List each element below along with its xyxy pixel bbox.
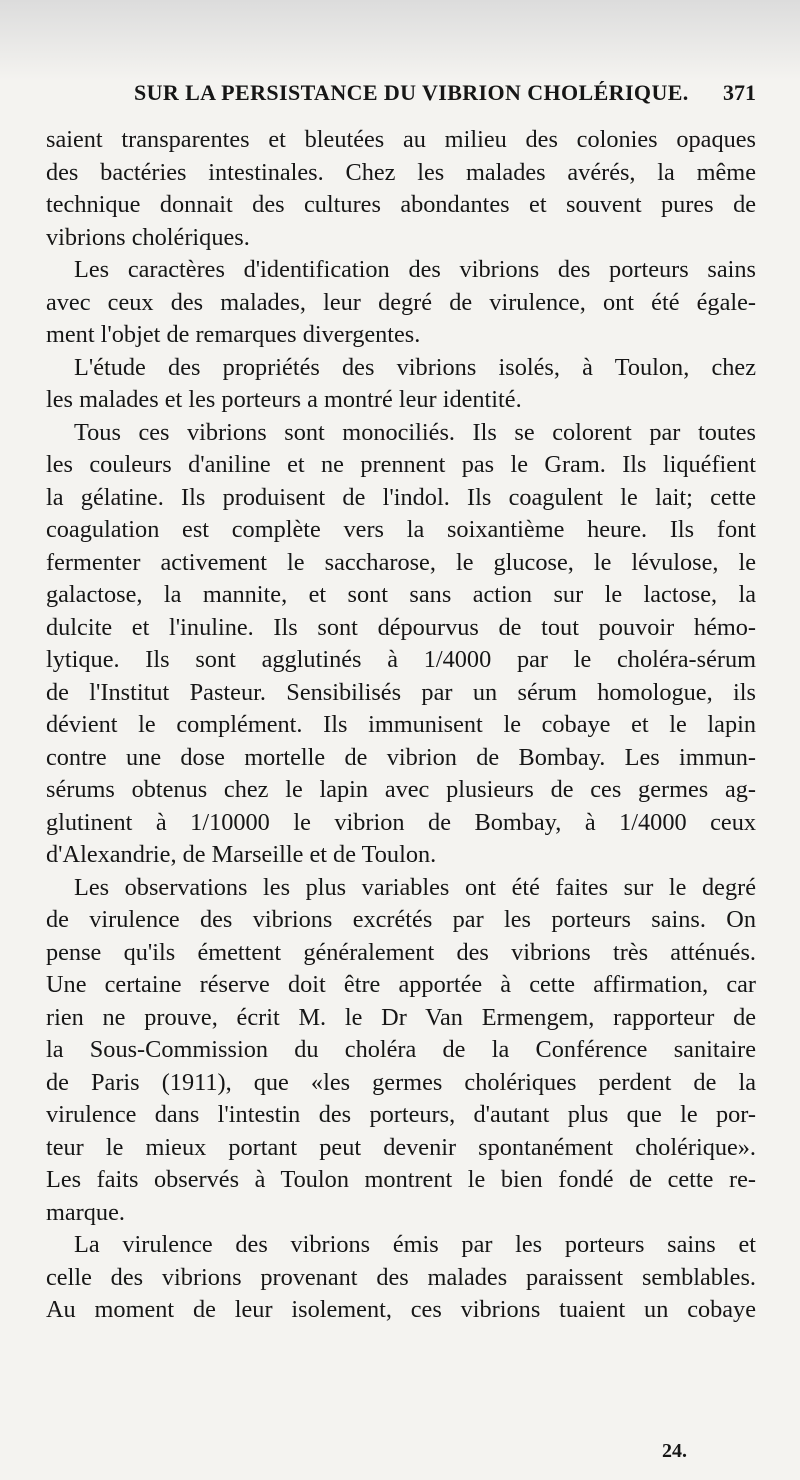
text-line: teur le mieux portant peut devenir spontanément cholérique». <box>46 1133 756 1161</box>
text-line: celle des vibrions provenant des malades paraissent semblables. <box>46 1263 756 1291</box>
text-line: virulence dans l'intestin des porteurs, d'autant plus que le por- <box>46 1101 756 1128</box>
text-line: Les observations les plus variables ont été faites sur le degré <box>74 873 756 901</box>
paragraph <box>46 872 756 1230</box>
text-line: la Sous-Commission du choléra de la Conférence sanitaire <box>46 1036 756 1063</box>
text-line: d'Alexandrie, de Marseille et de Toulon. <box>46 841 437 868</box>
signature-mark: 24. <box>662 1440 687 1462</box>
text-line: avec ceux des malades, leur degré de virulence, ont été égale- <box>46 288 756 316</box>
text-line: vibrions cholériques. <box>46 223 250 251</box>
text-line: L'étude des propriétés des vibrions isolés, à Toulon, chez <box>74 353 756 381</box>
text-line: Tous ces vibrions sont monociliés. Ils se colorent par toutes <box>74 418 756 446</box>
page-number: 371 <box>723 80 756 105</box>
body-text <box>46 124 756 1327</box>
text-line: technique donnait des cultures abondantes et souvent pures de <box>46 191 756 218</box>
text-line: des bactéries intestinales. Chez les malades avérés, la même <box>46 158 756 186</box>
text-line: pense qu'ils émettent généralement des vibrions très atténués. <box>46 938 756 966</box>
text-line: glutinent à 1/10000 le vibrion de Bombay, à 1/4000 ceux <box>46 808 756 836</box>
text-line: de Paris (1911), que «les germes cholériques perdent de la <box>46 1068 756 1096</box>
text-line: Les faits observés à Toulon montrent le bien fondé de cette re- <box>46 1166 756 1193</box>
page-top-shadow <box>0 0 800 80</box>
text-line: sérums obtenus chez le lapin avec plusieurs de ces germes ag- <box>46 776 756 803</box>
text-line: fermenter activement le saccharose, le glucose, le lévulose, le <box>46 548 756 576</box>
paragraph <box>46 1229 756 1327</box>
text-line: Une certaine réserve doit être apportée à cette affirmation, car <box>46 971 756 998</box>
running-title: SUR LA PERSISTANCE DU VIBRION CHOLÉRIQUE. <box>134 80 689 105</box>
text-line: Les caractères d'identification des vibrions des porteurs sains <box>74 256 756 283</box>
text-line: de l'Institut Pasteur. Sensibilisés par un sérum homologue, ils <box>46 678 756 706</box>
text-line: dulcite et l'inuline. Ils sont dépourvus de tout pouvoir hémo- <box>46 613 756 641</box>
text-line: la gélatine. Ils produisent de l'indol. Ils coagulent le lait; cette <box>46 483 756 511</box>
paragraph <box>46 417 756 872</box>
text-line: La virulence des vibrions émis par les porteurs sains et <box>74 1231 756 1258</box>
text-line: de virulence des vibrions excrétés par les porteurs sains. On <box>46 906 756 933</box>
paragraph <box>46 254 756 352</box>
text-line: contre une dose mortelle de vibrion de Bombay. Les immun- <box>46 743 756 771</box>
text-line: dévient le complément. Ils immunisent le cobaye et le lapin <box>46 711 756 738</box>
text-line: ment l'objet de remarques divergentes. <box>46 321 421 348</box>
text-line: coagulation est complète vers la soixantième heure. Ils font <box>46 516 756 543</box>
text-line: lytique. Ils sont agglutinés à 1/4000 par le choléra-sérum <box>46 646 756 673</box>
text-line: Au moment de leur isolement, ces vibrions tuaient un cobaye <box>46 1296 756 1323</box>
text-line: marque. <box>46 1198 125 1226</box>
paragraph <box>46 124 756 254</box>
text-line: saient transparentes et bleutées au milieu des colonies opaques <box>46 126 756 153</box>
page-header <box>48 80 756 110</box>
paragraph <box>46 352 756 417</box>
text-line: galactose, la mannite, et sont sans action sur le lactose, la <box>46 581 756 608</box>
text-line: les malades et les porteurs a montré leur identité. <box>46 386 522 413</box>
text-line: rien ne prouve, écrit M. le Dr Van Ermengem, rapporteur de <box>46 1003 756 1031</box>
text-line: les couleurs d'aniline et ne prennent pas le Gram. Ils liquéfient <box>46 451 756 478</box>
